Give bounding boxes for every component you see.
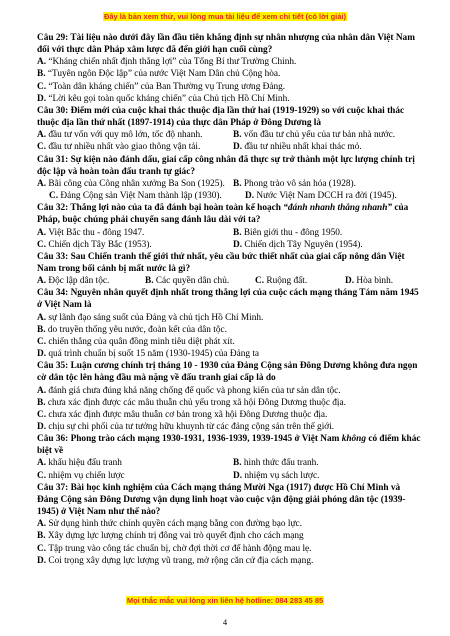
option-b: B. hình thức đấu tranh. <box>233 458 319 469</box>
option-d: D. Hòa bình. <box>345 276 394 287</box>
option-b: B. chưa xác định được các mâu thuẫn chủ yếu trong xã hội Đông Dương thuộc địa. <box>37 397 346 408</box>
question-stem: Câu 37: Bài học kinh nghiệm của Cách mạng tháng Mười Nga (1917) được Hồ Chí Minh và Đảng Cộng sản Đông Dương vận dụng linh hoạt vào cuộc vận động giải phóng dân tộc (1939-1945) ở Việt Nam như thế nào? <box>37 482 406 518</box>
question-stem: Câu 31: Sự kiện nào đánh dấu, giai cấp công nhân đã thực sự trở thành một lực lượng chính trị độc lập và hoàn toàn đấu tranh tự giác? <box>37 154 415 177</box>
question-list <box>37 32 423 567</box>
preview-notice <box>0 12 450 21</box>
question-stem: Câu 36: Phong trào cách mạng 1930-1931, 1936-1939, 1939-1945 ở Việt Nam không có điểm khác biệt về <box>37 434 421 457</box>
question-31 <box>37 154 423 203</box>
question-37 <box>37 482 423 567</box>
question-33 <box>37 251 423 287</box>
option-d: D. Coi trọng xây dựng lực lượng vũ trang, mở rộng căn cứ địa cách mạng. <box>37 555 314 566</box>
option-d: D. nhiệm vụ sách lược. <box>233 470 320 481</box>
option-c: C. Chiến dịch Tây Bắc (1953). <box>37 239 152 250</box>
question-stem: Câu 33: Sau Chiến tranh thế giới thứ nhất, yêu cầu bức thiết nhất của giai cấp nông dân Việt Nam trong bối cảnh bị mất nước là gì? <box>37 251 405 274</box>
option-b: B. Biên giới thu - đông 1950. <box>233 227 343 238</box>
question-stem: Câu 30: Điểm mới của cuộc khai thác thuộc địa lần thứ hai (1919-1929) so với cuộc khai thác thuộc địa lần thứ nhất (1897-1914) của thực dân Pháp ở Đông Dương là <box>37 105 405 129</box>
option-c: C. chưa xác định được mâu thuẫn cơ bản trong xã hội Đông Dương thuộc địa. <box>37 409 328 420</box>
option-d: D. Nước Việt Nam DCCH ra đời (1945). <box>245 191 397 202</box>
question-36 <box>37 433 423 482</box>
option-d: D. chịu sự chi phối của tư tưởng hữu khuynh từ các đảng cộng sản trên thế giới. <box>37 422 335 432</box>
option-a: A. đánh giá chưa đúng khả năng chống đế quốc và phong kiến của tư sản dân tộc. <box>37 385 341 396</box>
option-c: C. Ruộng đất. <box>255 276 308 287</box>
question-stem: Câu 34: Nguyên nhân quyết định nhất trong thắng lợi của cuộc cách mạng tháng Tám năm 1945 ở Việt Nam là <box>37 288 419 311</box>
option-d: D. đầu tư nhiều nhất khai thác mỏ. <box>233 142 362 153</box>
option-b: B. do truyền thống yêu nước, đoàn kết của dân tộc. <box>37 324 227 335</box>
option-a: A. “Kháng chiến nhất định thắng lợi” của Tổng Bí thư Trường Chinh. <box>37 57 297 68</box>
preview-notice-text: Đây là bản xem thử, vui lòng mua tài liệu để xem chi tiết (có lời giải) <box>103 12 347 21</box>
question-stem: Câu 35: Luận cương chính trị tháng 10 - 1930 của Đảng Cộng sản Đông Dương không đưa ngọn cờ dân tộc lên hàng đầu mà nặng về đấu tranh giai cấp là do <box>37 361 418 384</box>
option-a: A. Độc lập dân tộc. <box>37 276 110 287</box>
hotline-notice <box>0 596 450 605</box>
option-c: C. nhiệm vụ chiến lược <box>37 470 125 481</box>
option-b: B. “Tuyên ngôn Độc lập” của nước Việt Nam Dân chủ Cộng hòa. <box>37 69 281 80</box>
option-c: C. đầu tư nhiều nhất vào giao thông vận tải. <box>37 142 201 153</box>
option-d: D. “Lời kêu gọi toàn quốc kháng chiến” của Chủ tịch Hồ Chí Minh. <box>37 93 290 104</box>
option-a: A. đầu tư vốn với quy mô lớn, tốc độ nhanh. <box>37 130 203 141</box>
question-stem: Câu 29: Tài liệu nào dưới đây lần đầu tiên khẳng định sự nhân nhượng của nhân dân Việt Nam đối với thực dân Pháp xâm lược đã đến giới hạn cuối cùng? <box>37 33 415 56</box>
option-c: C. Tập trung vào công tác chuẩn bị, chờ đợi thời cơ để hành động mau lẹ. <box>37 543 312 554</box>
option-b: B. Các quyền dân chủ. <box>145 276 230 287</box>
question-stem: Câu 32: Thắng lợi nào của ta đã đánh bại hoàn toàn kế hoạch “đánh nhanh thắng nhanh” của Pháp, buộc chúng phải chuyển sang đánh lâu dài với ta? <box>37 203 409 226</box>
question-34 <box>37 287 423 360</box>
option-a: A. Sử dụng hình thức chính quyền cách mạng bằng con đường bạo lực. <box>37 519 302 530</box>
option-d: D. quá trình chuẩn bị suốt 15 năm (1930-1945) của Đảng ta <box>37 349 260 360</box>
option-b: B. Phong trào vô sản hóa (1928). <box>233 178 356 189</box>
option-c: C. “Toàn dân kháng chiến” của Ban Thường vụ Trung ương Đảng. <box>37 81 286 92</box>
option-b: B. vốn đầu tư chủ yếu của tư bản nhà nước. <box>233 130 396 141</box>
question-30 <box>37 105 423 154</box>
option-c: C. chiến thắng của quân đồng minh tiêu diệt phát xít. <box>37 336 235 347</box>
option-c: C. Đảng Cộng sản Việt Nam thành lập (1930). <box>49 191 222 202</box>
option-a: A. khẩu hiệu đấu tranh <box>37 458 122 469</box>
option-d: D. Chiến dịch Tây Nguyên (1954). <box>233 239 363 250</box>
hotline-notice-text: Mọi thắc mắc vui lòng xin liên hệ hotline: 084 283 45 85 <box>126 596 324 605</box>
option-a: A. Bãi công của Công nhân xưởng Ba Son (1925). <box>37 178 225 189</box>
question-29 <box>37 32 423 105</box>
option-a: A. Việt Bắc thu - đông 1947. <box>37 227 145 238</box>
option-b: B. Xây dựng lực lượng chính trị đông vai trò quyết định cho cách mạng <box>37 531 304 542</box>
question-35 <box>37 360 423 433</box>
question-32 <box>37 202 423 251</box>
option-a: A. sự lãnh đạo sáng suốt của Đảng và chủ tịch Hồ Chí Minh. <box>37 312 264 323</box>
page-number: 4 <box>222 617 228 627</box>
